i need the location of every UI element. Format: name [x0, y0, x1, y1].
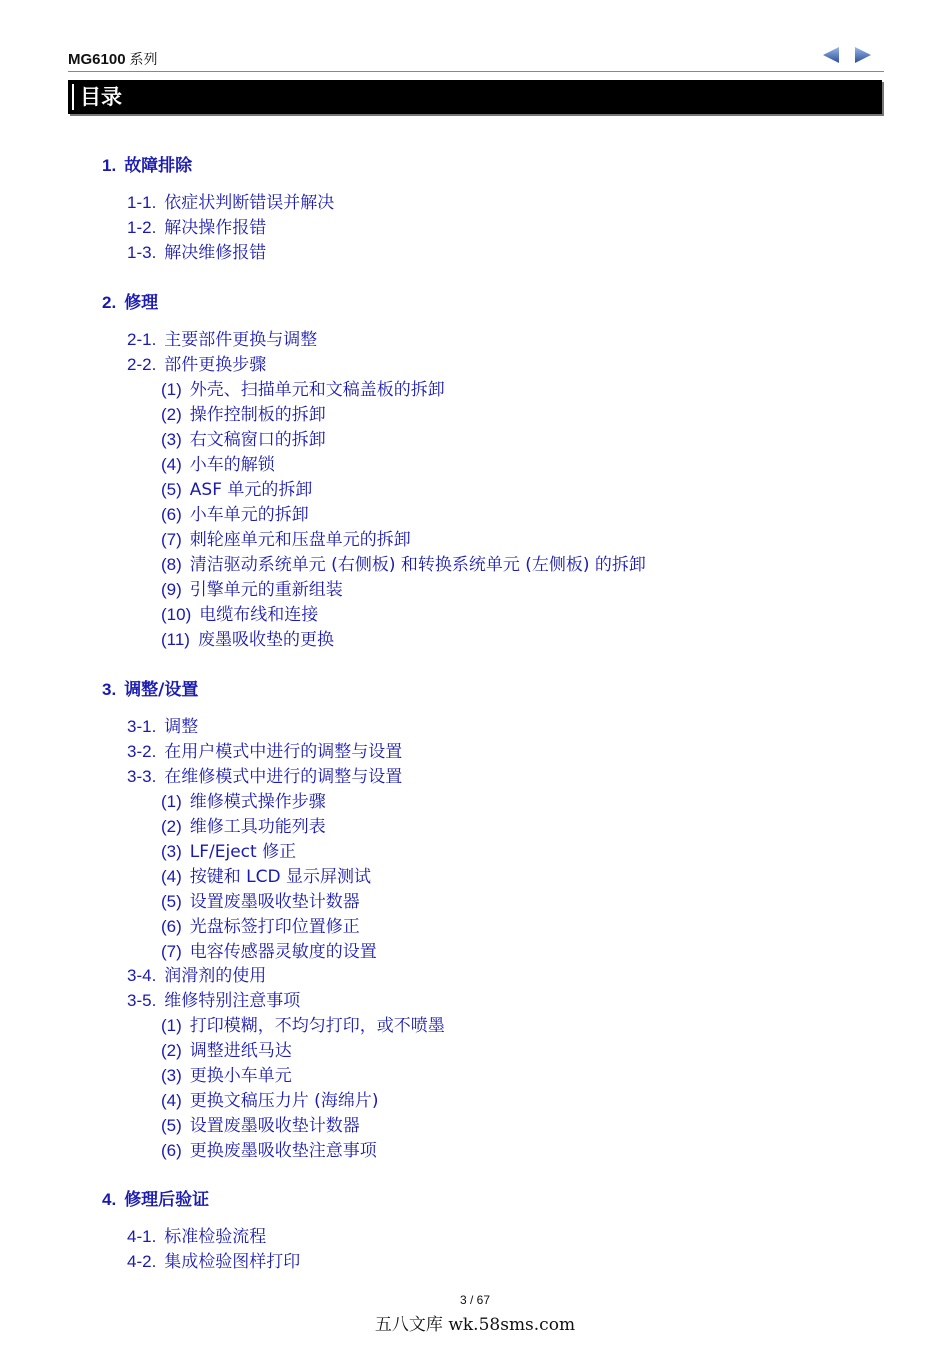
toc-item[interactable] [127, 355, 266, 375]
page-number: 3 / 67 [459, 1293, 491, 1307]
toc-text: 设置废墨吸收垫计数器 [189, 892, 360, 912]
toc-number: 2-2. [127, 355, 157, 374]
toc-item[interactable] [127, 717, 198, 737]
toc-text: LF/Eject 修正 [189, 842, 297, 862]
toc-text: 依症状判断错误并解决 [164, 193, 335, 213]
toc-subitem[interactable] [161, 817, 326, 837]
toc-number: 1. [102, 156, 117, 175]
toc-number: (7) [161, 530, 182, 549]
toc-number: 3-3. [127, 767, 157, 786]
toc-number: 4-2. [127, 1252, 157, 1271]
toc-text: 调整/设置 [124, 680, 199, 700]
toc-item[interactable] [127, 742, 402, 762]
toc-text: 右文稿窗口的拆卸 [189, 430, 326, 450]
toc-subitem[interactable] [161, 1066, 292, 1086]
toc-text: ASF 单元的拆卸 [189, 480, 313, 500]
toc-number: 3-2. [127, 742, 157, 761]
toc-number: 1-3. [127, 243, 157, 262]
toc-subitem[interactable] [161, 942, 377, 962]
toc-number: (4) [161, 1091, 182, 1110]
toc-text: 电缆布线和连接 [199, 605, 319, 625]
toc-subitem[interactable] [161, 605, 318, 625]
toc-text: 在维修模式中进行的调整与设置 [164, 767, 403, 787]
toc-text: 打印模糊，不均匀打印，或不喷墨 [189, 1016, 445, 1036]
toc-text: 小车的解锁 [189, 455, 275, 475]
left-arrow-icon[interactable] [820, 44, 842, 66]
toc-text: 维修模式操作步骤 [189, 792, 326, 812]
toc-number: (5) [161, 480, 182, 499]
toc-number: (2) [161, 1041, 182, 1060]
toc-item[interactable] [127, 218, 266, 238]
toc-number: (3) [161, 1066, 182, 1085]
toc-number: 4-1. [127, 1227, 157, 1246]
toc-subitem[interactable] [161, 430, 326, 450]
toc-text: 废墨吸收垫的更换 [197, 630, 334, 650]
toc-number: (4) [161, 867, 182, 886]
toc-text: 标准检验流程 [164, 1227, 267, 1247]
toc-text: 光盘标签打印位置修正 [189, 917, 360, 937]
toc-text: 引擎单元的重新组装 [189, 580, 343, 600]
toc-text: 故障排除 [124, 156, 193, 176]
banner-accent-bar [72, 84, 74, 110]
toc-subitem[interactable] [161, 480, 312, 500]
toc-number: 1-1. [127, 193, 157, 212]
toc-number: 3-5. [127, 991, 157, 1010]
toc-text: 修理后验证 [124, 1190, 210, 1210]
toc-number: 1-2. [127, 218, 157, 237]
toc-number: 2-1. [127, 330, 157, 349]
toc-text: 更换小车单元 [189, 1066, 292, 1086]
toc-number: (1) [161, 792, 182, 811]
document-title [68, 49, 158, 69]
toc-section[interactable] [102, 156, 192, 176]
toc-subitem[interactable] [161, 1116, 360, 1136]
toc-banner [68, 80, 882, 114]
toc-text: 刺轮座单元和压盘单元的拆卸 [189, 530, 411, 550]
toc-number: (11) [161, 630, 190, 649]
toc-text: 调整 [164, 717, 199, 737]
toc-subitem[interactable] [161, 1016, 445, 1036]
toc-section[interactable] [102, 1190, 209, 1210]
toc-number: (2) [161, 817, 182, 836]
toc-subitem[interactable] [161, 505, 309, 525]
toc-number: 3-4. [127, 966, 157, 985]
toc-subitem[interactable] [161, 405, 326, 425]
model-name: MG6100 [68, 51, 126, 68]
toc-number: 3. [102, 680, 117, 699]
toc-number: (9) [161, 580, 182, 599]
toc-text: 解决维修报错 [164, 243, 267, 263]
toc-section[interactable] [102, 680, 198, 700]
toc-heading: 目录 [80, 85, 122, 109]
toc-number: (3) [161, 430, 182, 449]
toc-subitem[interactable] [161, 1091, 378, 1111]
toc-number: (2) [161, 405, 182, 424]
toc-text: 维修工具功能列表 [189, 817, 326, 837]
toc-text: 电容传感器灵敏度的设置 [189, 942, 377, 962]
toc-item[interactable] [127, 991, 300, 1011]
toc-number: 3-1. [127, 717, 157, 736]
toc-item[interactable] [127, 330, 317, 350]
toc-number: (5) [161, 1116, 182, 1135]
toc-item[interactable] [127, 966, 266, 986]
toc-subitem[interactable] [161, 1141, 377, 1161]
toc-text: 更换废墨吸收垫注意事项 [189, 1141, 377, 1161]
toc-text: 维修特别注意事项 [164, 991, 301, 1011]
toc-text: 操作控制板的拆卸 [189, 405, 326, 425]
toc-subitem[interactable] [161, 792, 326, 812]
toc-text: 集成检验图样打印 [164, 1252, 301, 1272]
toc-text: 外壳、扫描单元和文稿盖板的拆卸 [189, 380, 445, 400]
toc-text: 小车单元的拆卸 [189, 505, 309, 525]
toc-text: 修理 [124, 293, 159, 313]
toc-item[interactable] [127, 767, 402, 787]
toc-subitem[interactable] [161, 917, 360, 937]
toc-item[interactable] [127, 193, 334, 213]
toc-subitem[interactable] [161, 580, 343, 600]
toc-number: 2. [102, 293, 117, 312]
series-label: 系列 [129, 52, 158, 68]
toc-number: (6) [161, 505, 182, 524]
toc-item[interactable] [127, 1252, 300, 1272]
toc-text: 更换文稿压力片 (海绵片) [189, 1091, 379, 1111]
toc-number: (6) [161, 1141, 182, 1160]
toc-item[interactable] [127, 1227, 266, 1247]
right-arrow-icon[interactable] [852, 44, 874, 66]
toc-text: 清洁驱动系统单元 (右侧板) 和转换系统单元 (左侧板) 的拆卸 [189, 555, 646, 575]
page-navigation [820, 44, 874, 66]
toc-number: (7) [161, 942, 182, 961]
toc-number: (4) [161, 455, 182, 474]
toc-subitem[interactable] [161, 380, 445, 400]
toc-subitem[interactable] [161, 630, 334, 650]
toc-subitem[interactable] [161, 1041, 292, 1061]
toc-text: 主要部件更换与调整 [164, 330, 318, 350]
site-watermark: 五八文库 wk.58sms.com [374, 1315, 576, 1335]
toc-subitem[interactable] [161, 555, 646, 575]
toc-number: (6) [161, 917, 182, 936]
toc-subitem[interactable] [161, 455, 275, 475]
toc-subitem[interactable] [161, 842, 296, 862]
toc-subitem[interactable] [161, 867, 371, 887]
header-divider [68, 71, 884, 72]
toc-section[interactable] [102, 293, 158, 313]
toc-text: 调整进纸马达 [189, 1041, 292, 1061]
toc-number: (10) [161, 605, 192, 624]
toc-number: (3) [161, 842, 182, 861]
toc-text: 部件更换步骤 [164, 355, 267, 375]
toc-number: 4. [102, 1190, 117, 1209]
toc-number: (8) [161, 555, 182, 574]
toc-item[interactable] [127, 243, 266, 263]
toc-text: 在用户模式中进行的调整与设置 [164, 742, 403, 762]
toc-subitem[interactable] [161, 892, 360, 912]
toc-number: (1) [161, 380, 182, 399]
toc-text: 润滑剂的使用 [164, 966, 267, 986]
toc-text: 解决操作报错 [164, 218, 267, 238]
toc-text: 设置废墨吸收垫计数器 [189, 1116, 360, 1136]
toc-subitem[interactable] [161, 530, 411, 550]
toc-number: (5) [161, 892, 182, 911]
toc-text: 按键和 LCD 显示屏测试 [189, 867, 372, 887]
toc-number: (1) [161, 1016, 182, 1035]
